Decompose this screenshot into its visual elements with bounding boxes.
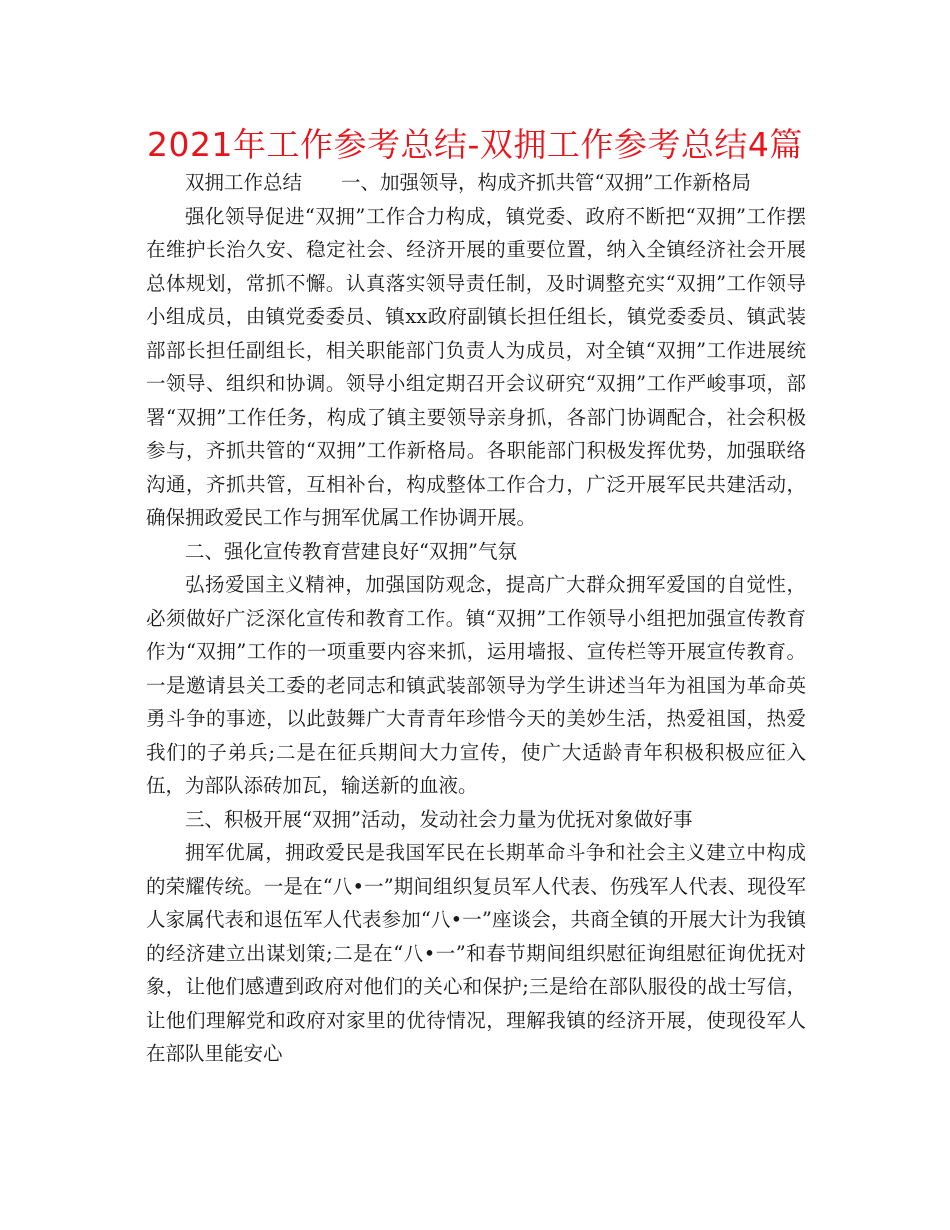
document-body <box>146 166 806 1071</box>
paragraph-activities: 拥军优属，拥政爱民是我国军民在长期革命斗争和社会主义建立中构成的荣耀传统。一是在“八•一”期间组织复员军人代表、伤残军人代表、现役军人家属代表和退伍军人代表参加“八•一”座谈会，共商全镇的开展大计为我镇的经济建立出谋划策;二是在“八•一”和春节期间组织慰征询组慰征询优抚对象，让他们感遭到政府对他们的关心和保护;三是给在部队服役的战士写信，让他们理解党和政府对家里的优待情况，理解我镇的经济开展，使现役军人在部队里能安心 <box>146 841 806 1065</box>
section-heading-activities: 三、积极开展“双拥”活动，发动社会力量为优抚对象做好事 <box>185 807 693 831</box>
section-heading-propaganda: 二、强化宣传教育营建良好“双拥”气氛 <box>185 539 517 563</box>
paragraph-leadership: 强化领导促进“双拥”工作合力构成，镇党委、政府不断把“双拥”工作摆在维护长治久安、稳定社会、经济开展的重要位置，纳入全镇经济社会开展总体规划，常抓不懈。认真落实领导责任制，及时调整充实“双拥”工作领导小组成员，由镇党委委员、镇xx政府副镇长担任组长，镇党委委员、镇武装部部长担任副组长，相关职能部门负责人为成员，对全镇“双拥”工作进展统一领导、组织和协调。领导小组定期召开会议研究“双拥”工作严峻事项，部署“双拥”工作任务，构成了镇主要领导亲身抓，各部门协调配合，社会积极参与，齐抓共管的“双拥”工作新格局。各职能部门积极发挥优势，加强联络沟通，齐抓共管，互相补台，构成整体工作合力，广泛开展军民共建活动，确保拥政爱民工作与拥军优属工作协调开展。 <box>146 204 806 529</box>
paragraph-propaganda: 弘扬爱国主义精神，加强国防观念，提高广大群众拥军爱国的自觉性，必须做好广泛深化宣传和教育工作。镇“双拥”工作领导小组把加强宣传教育作为“双拥”工作的一项重要内容来抓，运用墙报、宣传栏等开展宣传教育。一是邀请县关工委的老同志和镇武装部领导为学生讲述当年为祖国为革命英勇斗争的事迹，以此鼓舞广大青青年珍惜今天的美妙生活，热爱祖国，热爱我们的子弟兵;二是在征兵期间大力宣传，使广大适龄青年积极积极应征入伍，为部队添砖加瓦，输送新的血液。 <box>146 573 806 797</box>
document-title: 2021年工作参考总结-双拥工作参考总结4篇 <box>147 125 803 164</box>
intro-line: 双拥工作总结 一、加强领导，构成齐抓共管“双拥”工作新格局 <box>185 171 751 194</box>
